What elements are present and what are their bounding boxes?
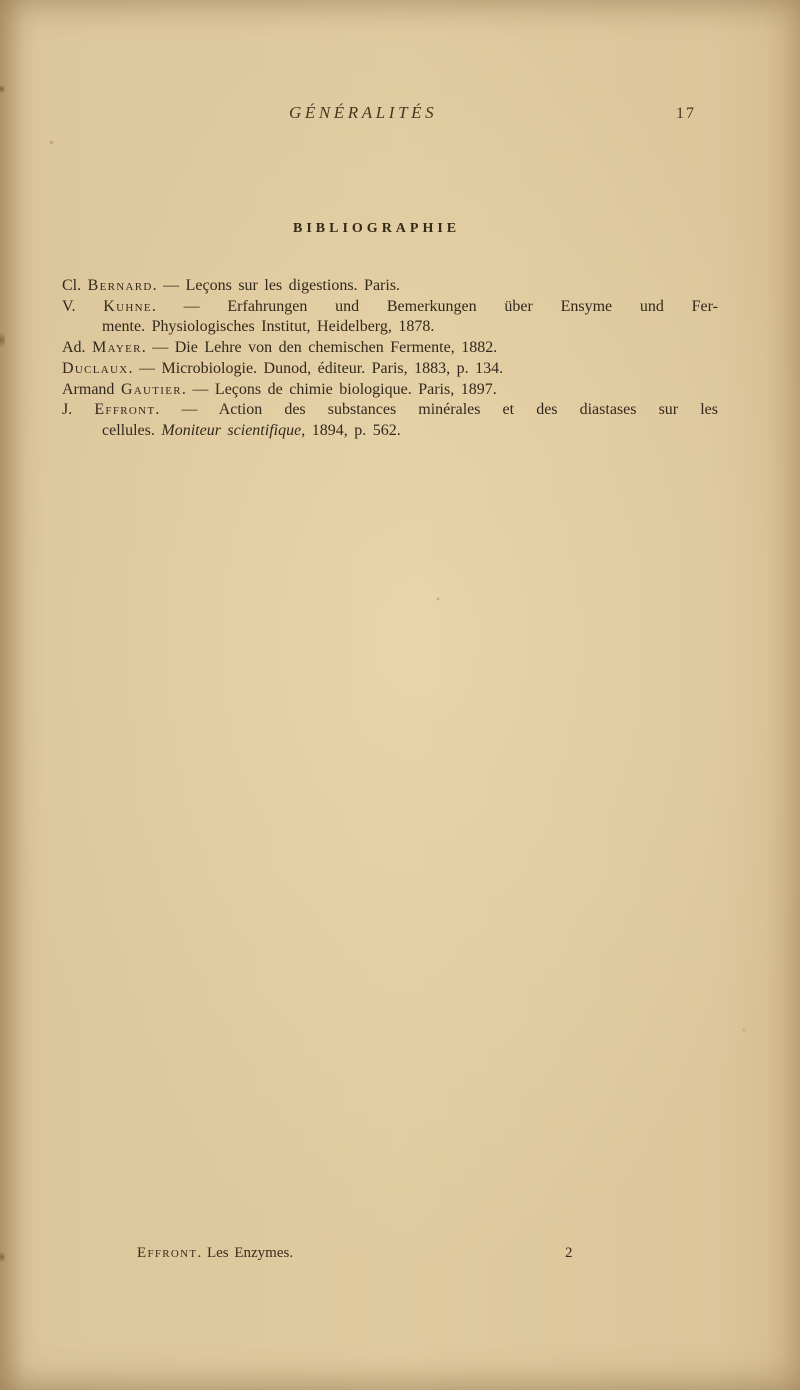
entry-text: . — Erfahrungen und Bemerkungen über Ensyme und Fer-: [151, 297, 718, 315]
paper-speck: [0, 84, 5, 94]
author-name: Effront: [94, 401, 156, 419]
author-name: Duclaux: [62, 359, 129, 377]
bibliography-entry: [62, 297, 718, 318]
author-name: Kuhne: [103, 297, 152, 315]
entry-text: . — Leçons sur les digestions. Paris.: [152, 277, 401, 294]
entry-text: mente. Physiologisches Institut, Heidelberg, 1878.: [102, 318, 435, 336]
paper-speck: [49, 140, 54, 145]
entry-text: . — Leçons de chimie biologique. Paris, 1897.: [181, 380, 497, 398]
running-title: GÉNÉRALITÉS: [289, 103, 438, 122]
footer-signature-number: 2: [565, 1245, 573, 1261]
bibliography-entry: [62, 359, 718, 380]
paper-speck: [0, 1250, 5, 1264]
author-name: Bernard: [87, 277, 153, 294]
author-initials: V.: [62, 297, 104, 315]
paper-speck: [742, 1028, 746, 1032]
journal-title: Moniteur scientifique: [161, 421, 302, 439]
footer-author-name: Effront: [137, 1245, 198, 1261]
footer-signature: [137, 1245, 293, 1262]
bibliography-heading: BIBLIOGRAPHIE: [293, 221, 461, 236]
entry-text: . — Action des substances minérales et des diastases sur les: [155, 401, 718, 419]
author-forename: Armand: [62, 380, 121, 398]
entry-text: cellules.: [102, 421, 162, 439]
entry-text: . — Die Lehre von den chemischen Fermente, 1882.: [141, 339, 498, 357]
author-initials: Cl.: [62, 277, 88, 294]
entry-text: . — Microbiologie. Dunod, éditeur. Paris, 1883, p. 134.: [128, 359, 504, 377]
bibliography-entry: [62, 276, 718, 297]
entry-text: , 1894, p. 562.: [301, 421, 401, 439]
page-number: 17: [676, 105, 696, 122]
bibliography-list: [62, 276, 718, 442]
author-name: Gautier: [120, 380, 182, 398]
bibliography-entry-continuation: [62, 421, 718, 442]
footer-book-title: . Les Enzymes.: [197, 1245, 294, 1261]
author-initials: Ad.: [62, 339, 93, 357]
author-name: Mayer: [92, 339, 142, 357]
paper-speck: [436, 597, 440, 601]
paper-speck: [0, 330, 5, 350]
bibliography-entry: [62, 400, 718, 421]
bibliography-entry: [62, 380, 718, 401]
bibliography-entry-continuation: [62, 317, 718, 338]
author-initials: J.: [62, 401, 95, 419]
bibliography-entry: [62, 338, 718, 359]
